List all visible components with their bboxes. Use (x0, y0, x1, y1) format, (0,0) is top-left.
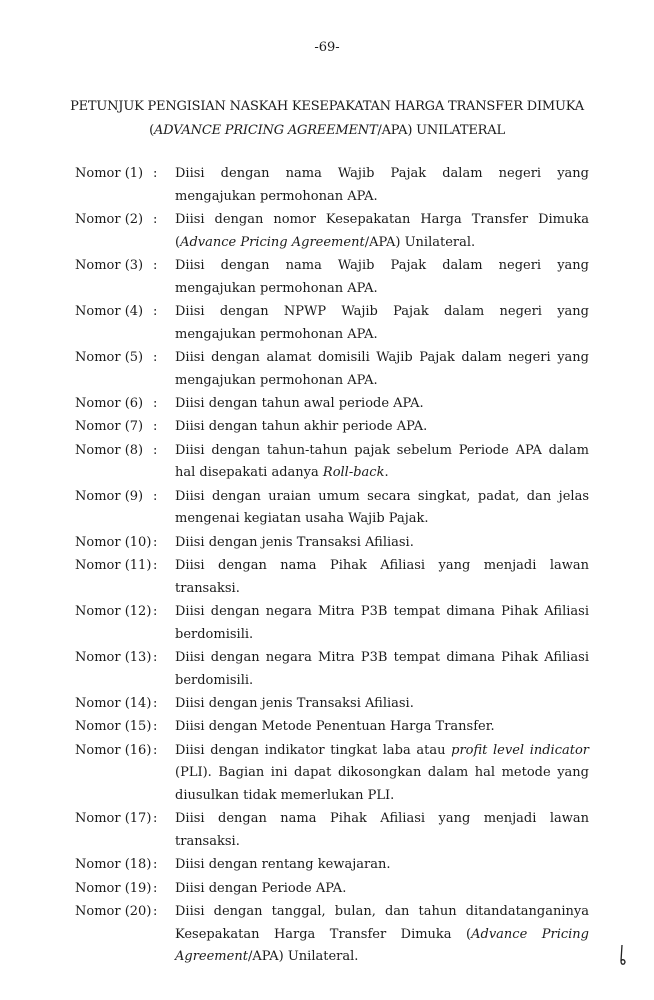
entry-description: Diisi dengan tahun awal periode APA. (175, 395, 424, 411)
entry-description: Diisi dengan negara Mitra P3B tempat dimana Pihak Afiliasi berdomisili. (175, 650, 589, 688)
entry-description: Diisi dengan indikator tingkat laba atau profit level indicator (PLI). Bagian ini dapat dikosongkan dalam hal metode yang diusulkan tidak memerlukan PLI. (175, 742, 590, 803)
entry-colon: : (153, 857, 158, 873)
list-item (75, 647, 589, 692)
entry-colon: : (153, 395, 158, 411)
page-number: -69- (314, 40, 340, 55)
list-item (75, 486, 589, 531)
entry-label: Nomor (20) (75, 904, 152, 920)
title-italic: ADVANCE PRICING AGREEMENT (153, 123, 378, 138)
entry-description: Diisi dengan NPWP Wajib Pajak dalam negeri yang mengajukan permohonan APA. (175, 303, 589, 342)
list-item (75, 740, 589, 808)
entry-description: Diisi dengan nama Pihak Afiliasi yang menjadi lawan transaksi. (175, 558, 589, 596)
list-item (75, 901, 589, 969)
entry-colon: : (153, 558, 158, 574)
entry-description: Diisi dengan jenis Transaksi Afiliasi. (175, 696, 414, 712)
entry-label: Nomor (17) (75, 811, 152, 827)
instruction-list (75, 163, 589, 970)
entry-label: Nomor (15) (75, 719, 152, 735)
entry-description: Diisi dengan nama Pihak Afiliasi yang menjadi lawan transaksi. (175, 811, 589, 849)
entry-label: Nomor (4) (75, 303, 144, 319)
entry-label: Nomor (12) (75, 604, 152, 620)
list-item (75, 393, 589, 416)
entry-description: Diisi dengan uraian umum secara singkat, padat, dan jelas mengenai kegiatan usaha Wajib Pajak. (175, 488, 589, 527)
entry-description: Diisi dengan nomor Kesepakatan Harga Transfer Dimuka (Advance Pricing Agreement/APA) Unilateral. (175, 211, 589, 250)
italic-term: Advance Pricing Agreement (180, 234, 365, 250)
entry-colon: : (153, 534, 158, 550)
entry-label: Nomor (14) (75, 696, 152, 712)
entry-description: Diisi dengan Metode Penentuan Harga Transfer. (175, 719, 495, 735)
entry-description: Diisi dengan Periode APA. (175, 880, 347, 896)
entry-label: Nomor (5) (75, 349, 144, 365)
entry-colon: : (153, 696, 158, 712)
entry-colon: : (153, 904, 158, 920)
title-line-2: (ADVANCE PRICING AGREEMENT/APA) UNILATERAL (149, 123, 505, 138)
entry-description: Diisi dengan tahun-tahun pajak sebelum Periode APA dalam hal disepakati adanya Roll-back. (175, 442, 589, 481)
entry-colon: : (153, 880, 158, 896)
entry-label: Nomor (13) (75, 650, 152, 666)
list-item (75, 878, 589, 901)
entry-label: Nomor (3) (75, 257, 144, 273)
italic-term: Advance Pricing Agreement (175, 926, 589, 965)
entry-colon: : (153, 488, 158, 504)
list-item (75, 255, 589, 300)
entry-description: Diisi dengan nama Wajib Pajak dalam negeri yang mengajukan permohonan APA. (175, 257, 589, 296)
list-item (75, 854, 589, 877)
entry-description: Diisi dengan tahun akhir periode APA. (175, 419, 428, 435)
list-item (75, 716, 589, 739)
entry-colon: : (153, 419, 158, 435)
entry-colon: : (153, 719, 158, 735)
entry-label: Nomor (10) (75, 534, 152, 550)
list-item (75, 163, 589, 208)
list-item (75, 209, 589, 254)
list-item (75, 301, 589, 346)
italic-term: profit level indicator (451, 742, 590, 758)
entry-description: Diisi dengan jenis Transaksi Afiliasi. (175, 534, 414, 550)
entry-colon: : (153, 257, 158, 273)
entry-label: Nomor (9) (75, 488, 144, 504)
entry-label: Nomor (1) (75, 166, 144, 181)
entry-colon: : (153, 303, 158, 319)
title-line-1: PETUNJUK PENGISIAN NASKAH KESEPAKATAN HARGA TRANSFER DIMUKA (70, 99, 584, 114)
list-item (75, 693, 589, 716)
entry-label: Nomor (18) (75, 857, 152, 873)
entry-colon: : (153, 442, 158, 458)
page-title (0, 95, 654, 143)
entry-label: Nomor (7) (75, 419, 144, 435)
entry-label: Nomor (2) (75, 211, 144, 227)
entry-colon: : (153, 166, 158, 181)
entry-colon: : (153, 211, 158, 227)
list-item (75, 555, 589, 600)
entry-label: Nomor (19) (75, 880, 152, 896)
list-item (75, 347, 589, 392)
list-item (75, 808, 589, 853)
entry-description: Diisi dengan alamat domisili Wajib Pajak dalam negeri yang mengajukan permohonan APA. (175, 349, 589, 388)
entry-description: Diisi dengan tanggal, bulan, dan tahun ditandatanganinya Kesepakatan Harga Transfer Dimuka (Advance Pricing Agreement/APA) Unilateral. (175, 904, 589, 965)
entry-label: Nomor (8) (75, 442, 144, 458)
entry-description: Diisi dengan rentang kewajaran. (175, 857, 391, 873)
entry-label: Nomor (6) (75, 395, 144, 411)
entry-description: Diisi dengan nama Wajib Pajak dalam negeri yang mengajukan permohonan APA. (175, 166, 589, 204)
entry-label: Nomor (11) (75, 558, 152, 574)
list-item (75, 532, 589, 555)
entry-description: Diisi dengan negara Mitra P3B tempat dimana Pihak Afiliasi berdomisili. (175, 604, 589, 642)
list-item (75, 601, 589, 646)
entry-colon: : (153, 742, 158, 758)
entry-colon: : (153, 604, 158, 620)
initial-signature-mark (618, 944, 628, 966)
list-item (75, 416, 589, 439)
entry-colon: : (153, 650, 158, 666)
list-item (75, 440, 589, 485)
entry-colon: : (153, 349, 158, 365)
italic-term: Roll-back (322, 465, 385, 481)
entry-label: Nomor (16) (75, 742, 152, 758)
entry-colon: : (153, 811, 158, 827)
